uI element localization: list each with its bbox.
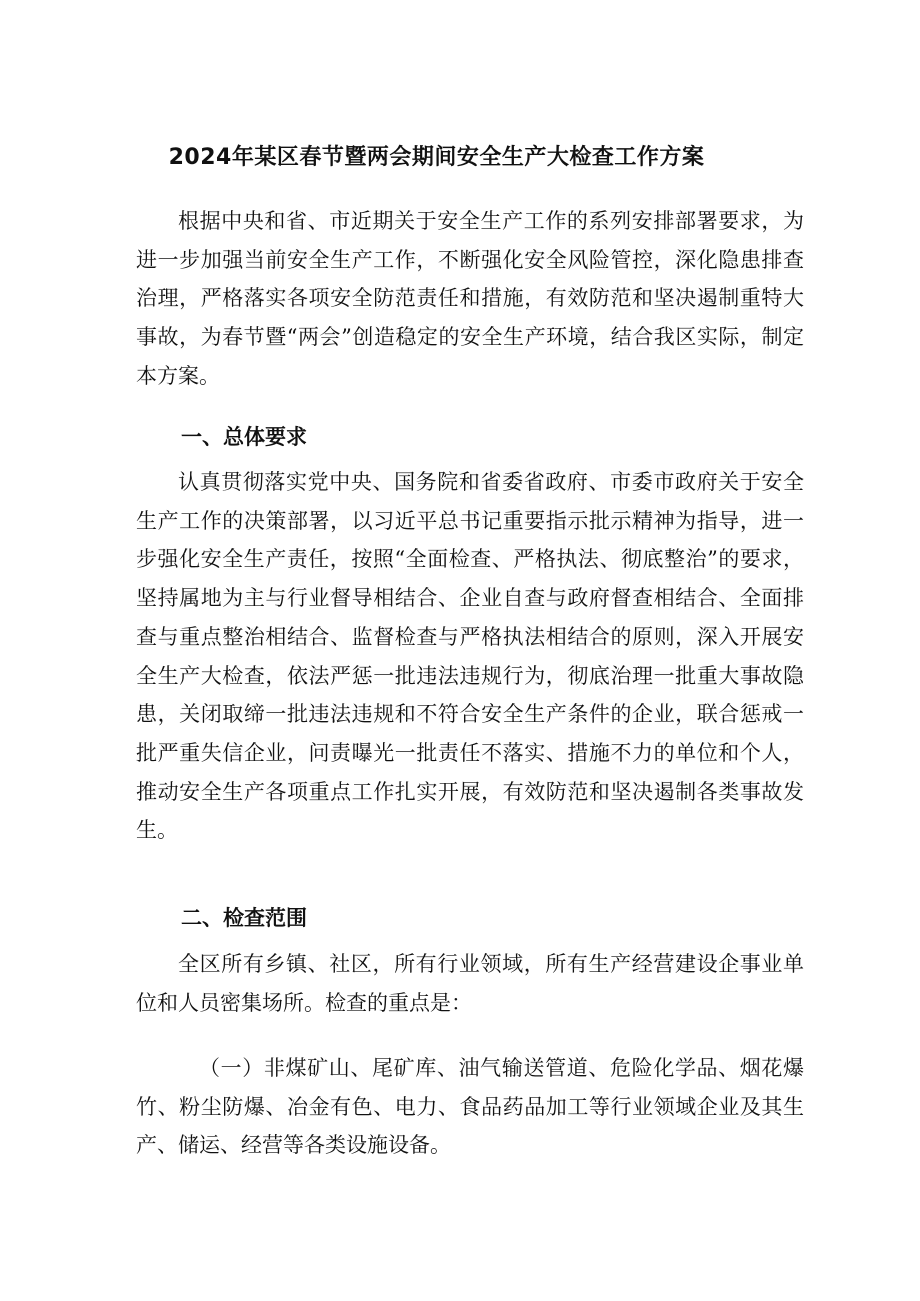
intro-paragraph: 根据中央和省、市近期关于安全生产工作的系列安排部署要求，为进一步加强当前安全生产工作，不断强化安全风险管控，深化隐患排查治理，严格落实各项安全防范责任和措施，有效防范和坚决遏制重特大事故，为春节暨“两会”创造稳定的安全生产环境，结合我区实际，制定本方案。 [136, 209, 804, 388]
section-heading-inspection-scope: 二、检查范围 [181, 906, 307, 930]
scope-item-1: （一）非煤矿山、尾矿库、油气输送管道、危险化学品、烟花爆竹、粉尘防爆、冶金有色、电力、食品药品加工等行业领域企业及其生产、储运、经营等各类设施设备。 [136, 1056, 804, 1158]
document-title: 2024年某区春节暨两会期间安全生产大检查工作方案 [168, 145, 705, 170]
general-requirements-paragraph: 认真贯彻落实党中央、国务院和省委省政府、市委市政府关于安全生产工作的决策部署，以习近平总书记重要指示批示精神为指导，进一步强化安全生产责任，按照“全面检查、严格执法、彻底整治”的要求，坚持属地为主与行业督导相结合、企业自查与政府督查相结合、全面排查与重点整治相结合、监督检查与严格执法相结合的原则，深入开展安全生产大检查，依法严惩一批违法违规行为，彻底治理一批重大事故隐患，关闭取缔一批违法违规和不符合安全生产条件的企业，联合惩戒一批严重失信企业，问责曝光一批责任不落实、措施不力的单位和个人，推动安全生产各项重点工作扎实开展，有效防范和坚决遏制各类事故发生。 [136, 470, 804, 843]
section-heading-general-requirements: 一、总体要求 [181, 425, 307, 449]
inspection-scope-paragraph: 全区所有乡镇、社区，所有行业领域，所有生产经营建设企事业单位和人员密集场所。检查的重点是： [136, 952, 804, 1015]
